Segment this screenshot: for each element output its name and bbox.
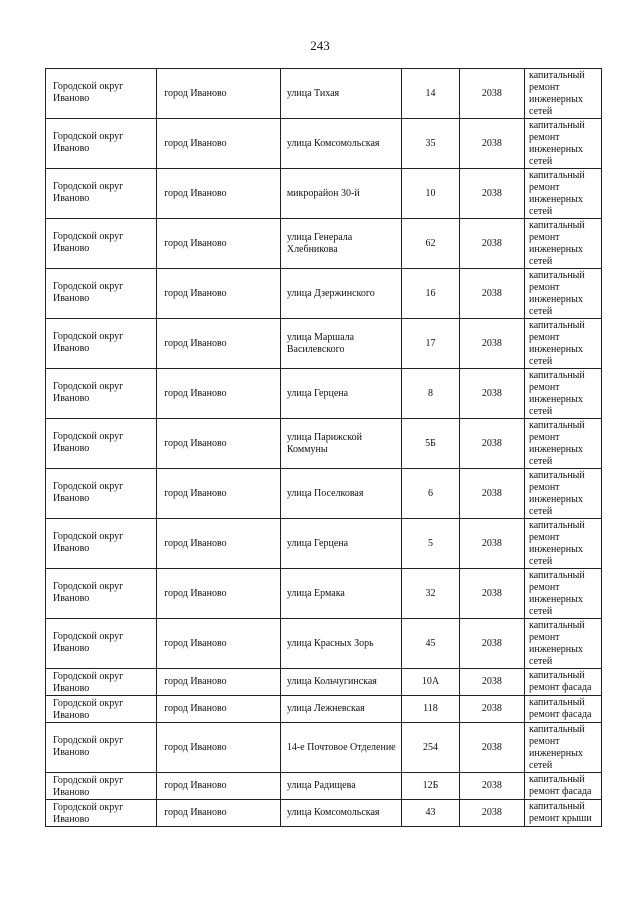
page-number: 243 (310, 38, 330, 53)
year-cell: 2038 (459, 773, 524, 800)
year-cell: 2038 (459, 569, 524, 619)
table-row (46, 219, 602, 269)
settlement-cell: город Иваново (157, 800, 281, 827)
year-cell: 2038 (459, 169, 524, 219)
table-row (46, 723, 602, 773)
street-cell: улица Радищева (280, 773, 402, 800)
table-row (46, 469, 602, 519)
year-cell: 2038 (459, 219, 524, 269)
district-cell: Городской округ Иваново (46, 800, 157, 827)
table-row (46, 369, 602, 419)
district-cell: Городской округ Иваново (46, 619, 157, 669)
house-number-cell: 43 (402, 800, 459, 827)
work-type-cell: капитальный ремонт инженерных сетей (525, 619, 602, 669)
settlement-cell: город Иваново (157, 419, 281, 469)
year-cell: 2038 (459, 696, 524, 723)
street-cell: улица Поселковая (280, 469, 402, 519)
year-cell: 2038 (459, 469, 524, 519)
house-number-cell: 45 (402, 619, 459, 669)
work-type-cell: капитальный ремонт фасада (525, 696, 602, 723)
settlement-cell: город Иваново (157, 369, 281, 419)
year-cell: 2038 (459, 669, 524, 696)
table-row (46, 800, 602, 827)
district-cell: Городской округ Иваново (46, 219, 157, 269)
street-cell: улица Кольчугинская (280, 669, 402, 696)
district-cell: Городской округ Иваново (46, 69, 157, 119)
street-cell: улица Ермака (280, 569, 402, 619)
settlement-cell: город Иваново (157, 169, 281, 219)
district-cell: Городской округ Иваново (46, 169, 157, 219)
house-number-cell: 62 (402, 219, 459, 269)
year-cell: 2038 (459, 119, 524, 169)
year-cell: 2038 (459, 519, 524, 569)
settlement-cell: город Иваново (157, 319, 281, 369)
table-row (46, 419, 602, 469)
table-row (46, 269, 602, 319)
work-type-cell: капитальный ремонт инженерных сетей (525, 319, 602, 369)
district-cell: Городской округ Иваново (46, 469, 157, 519)
year-cell: 2038 (459, 319, 524, 369)
settlement-cell: город Иваново (157, 696, 281, 723)
table-row (46, 519, 602, 569)
year-cell: 2038 (459, 419, 524, 469)
table-row (46, 669, 602, 696)
street-cell: микрорайон 30-й (280, 169, 402, 219)
house-number-cell: 16 (402, 269, 459, 319)
table-row (46, 319, 602, 369)
year-cell: 2038 (459, 723, 524, 773)
district-cell: Городской округ Иваново (46, 569, 157, 619)
street-cell: улица Дзержинского (280, 269, 402, 319)
street-cell: улица Герцена (280, 369, 402, 419)
street-cell: улица Маршала Василевского (280, 319, 402, 369)
district-cell: Городской округ Иваново (46, 369, 157, 419)
work-type-cell: капитальный ремонт инженерных сетей (525, 419, 602, 469)
table-row (46, 773, 602, 800)
house-number-cell: 32 (402, 569, 459, 619)
work-type-cell: капитальный ремонт инженерных сетей (525, 369, 602, 419)
house-number-cell: 118 (402, 696, 459, 723)
work-type-cell: капитальный ремонт инженерных сетей (525, 519, 602, 569)
district-cell: Городской округ Иваново (46, 669, 157, 696)
work-type-cell: капитальный ремонт инженерных сетей (525, 469, 602, 519)
district-cell: Городской округ Иваново (46, 119, 157, 169)
settlement-cell: город Иваново (157, 619, 281, 669)
house-number-cell: 6 (402, 469, 459, 519)
table-row (46, 619, 602, 669)
year-cell: 2038 (459, 369, 524, 419)
work-type-cell: капитальный ремонт крыши (525, 800, 602, 827)
work-type-cell: капитальный ремонт инженерных сетей (525, 69, 602, 119)
house-number-cell: 10 (402, 169, 459, 219)
street-cell: улица Парижской Коммуны (280, 419, 402, 469)
work-type-cell: капитальный ремонт инженерных сетей (525, 269, 602, 319)
street-cell: улица Лежневская (280, 696, 402, 723)
street-cell: улица Комсомольская (280, 119, 402, 169)
work-type-cell: капитальный ремонт инженерных сетей (525, 169, 602, 219)
work-type-cell: капитальный ремонт инженерных сетей (525, 119, 602, 169)
settlement-cell: город Иваново (157, 119, 281, 169)
street-cell: 14-е Почтовое Отделение (280, 723, 402, 773)
house-number-cell: 17 (402, 319, 459, 369)
settlement-cell: город Иваново (157, 469, 281, 519)
work-type-cell: капитальный ремонт инженерных сетей (525, 569, 602, 619)
year-cell: 2038 (459, 269, 524, 319)
work-type-cell: капитальный ремонт инженерных сетей (525, 723, 602, 773)
house-number-cell: 5Б (402, 419, 459, 469)
table-row (46, 569, 602, 619)
work-type-cell: капитальный ремонт фасада (525, 669, 602, 696)
house-number-cell: 10А (402, 669, 459, 696)
district-cell: Городской округ Иваново (46, 519, 157, 569)
street-cell: улица Герцена (280, 519, 402, 569)
district-cell: Городской округ Иваново (46, 419, 157, 469)
settlement-cell: город Иваново (157, 773, 281, 800)
work-type-cell: капитальный ремонт фасада (525, 773, 602, 800)
table-row (46, 696, 602, 723)
house-number-cell: 254 (402, 723, 459, 773)
year-cell: 2038 (459, 800, 524, 827)
street-cell: улица Генерала Хлебникова (280, 219, 402, 269)
settlement-cell: город Иваново (157, 723, 281, 773)
table-body (46, 69, 602, 827)
settlement-cell: город Иваново (157, 519, 281, 569)
table-row (46, 69, 602, 119)
year-cell: 2038 (459, 619, 524, 669)
district-cell: Городской округ Иваново (46, 773, 157, 800)
district-cell: Городской округ Иваново (46, 723, 157, 773)
district-cell: Городской округ Иваново (46, 269, 157, 319)
house-number-cell: 12Б (402, 773, 459, 800)
table-row (46, 119, 602, 169)
year-cell: 2038 (459, 69, 524, 119)
settlement-cell: город Иваново (157, 269, 281, 319)
settlement-cell: город Иваново (157, 219, 281, 269)
street-cell: улица Тихая (280, 69, 402, 119)
settlement-cell: город Иваново (157, 569, 281, 619)
district-cell: Городской округ Иваново (46, 319, 157, 369)
house-number-cell: 8 (402, 369, 459, 419)
settlement-cell: город Иваново (157, 69, 281, 119)
street-cell: улица Красных Зорь (280, 619, 402, 669)
repair-schedule-table (45, 68, 602, 827)
settlement-cell: город Иваново (157, 669, 281, 696)
table-row (46, 169, 602, 219)
street-cell: улица Комсомольская (280, 800, 402, 827)
house-number-cell: 14 (402, 69, 459, 119)
work-type-cell: капитальный ремонт инженерных сетей (525, 219, 602, 269)
house-number-cell: 35 (402, 119, 459, 169)
district-cell: Городской округ Иваново (46, 696, 157, 723)
house-number-cell: 5 (402, 519, 459, 569)
